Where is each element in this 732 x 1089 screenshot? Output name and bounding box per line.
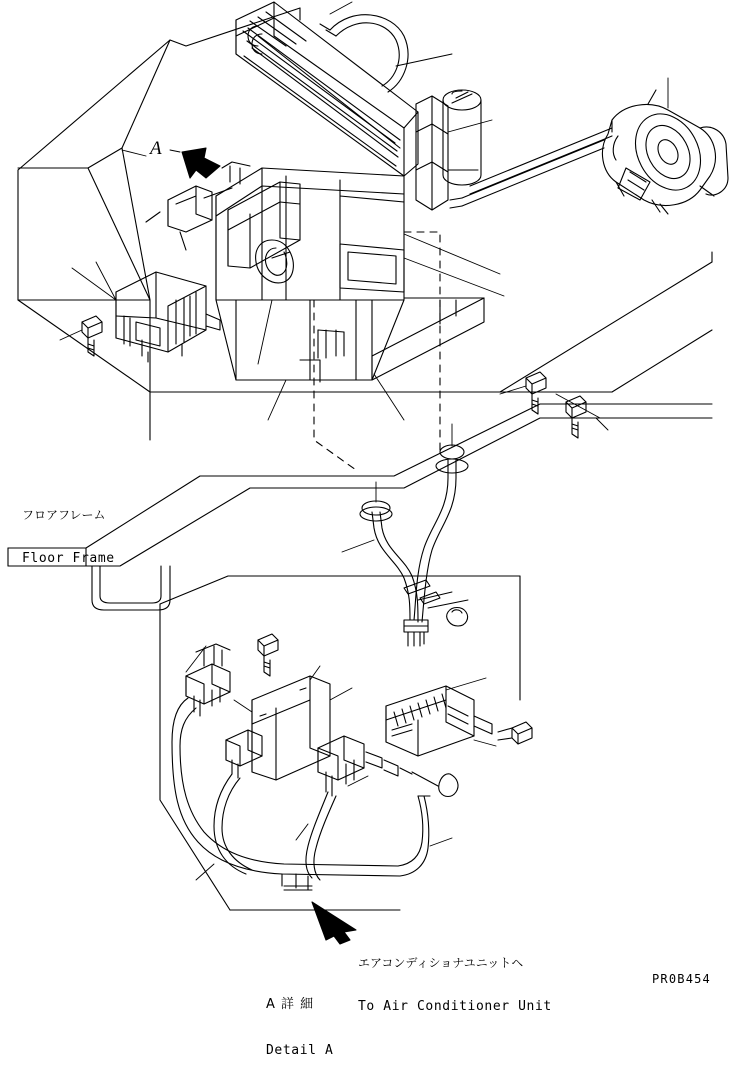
detail-bolt-right xyxy=(498,722,532,744)
bolt-right-1 xyxy=(526,372,546,414)
floor-frame-label-en: Floor Frame xyxy=(22,550,115,566)
hose-assembly xyxy=(362,445,468,646)
to-air-conditioner-unit-label-jp: エアコンディショナユニットヘ xyxy=(358,956,524,971)
compressor xyxy=(602,90,728,214)
refrigerant-pipes xyxy=(450,128,612,208)
detail-a-label xyxy=(266,966,333,1089)
bolt-relay xyxy=(82,316,102,356)
condenser-core xyxy=(236,2,418,176)
ac-unit-base-plate xyxy=(236,298,484,382)
to-ac-unit-arrow xyxy=(312,902,356,944)
floor-frame-label xyxy=(22,480,115,594)
drawing-code: PR0B454 xyxy=(652,972,711,986)
floor-frame-outline xyxy=(18,8,300,440)
detail-wiring-harness xyxy=(172,698,458,890)
detail-relay-right xyxy=(318,736,412,796)
washer-lower xyxy=(360,507,392,521)
bolt-right-2 xyxy=(566,396,586,438)
detail-relay-mid xyxy=(226,730,262,778)
receiver-drier xyxy=(443,90,481,185)
detail-bolt-top xyxy=(258,634,278,676)
callout-a-label: A xyxy=(150,138,162,159)
detail-connector-block xyxy=(386,686,492,756)
relay-box xyxy=(116,272,220,362)
detail-relay-left xyxy=(186,644,230,716)
floor-frame-right-edge xyxy=(272,252,712,392)
to-air-conditioner-unit-label xyxy=(358,928,552,1042)
detail-a-panel xyxy=(160,576,520,910)
hose-dashed-leader xyxy=(314,232,440,470)
to-air-conditioner-unit-label-en: To Air Conditioner Unit xyxy=(358,998,552,1014)
washer-upper xyxy=(436,459,468,473)
detail-a-label-en: Detail A xyxy=(266,1042,334,1058)
callout-a-arrow xyxy=(182,148,220,178)
floor-frame-label-jp: フロアフレーム xyxy=(22,508,106,523)
detail-a-label-jp: A 詳 細 xyxy=(266,996,315,1012)
ac-unit-housing xyxy=(216,168,404,380)
